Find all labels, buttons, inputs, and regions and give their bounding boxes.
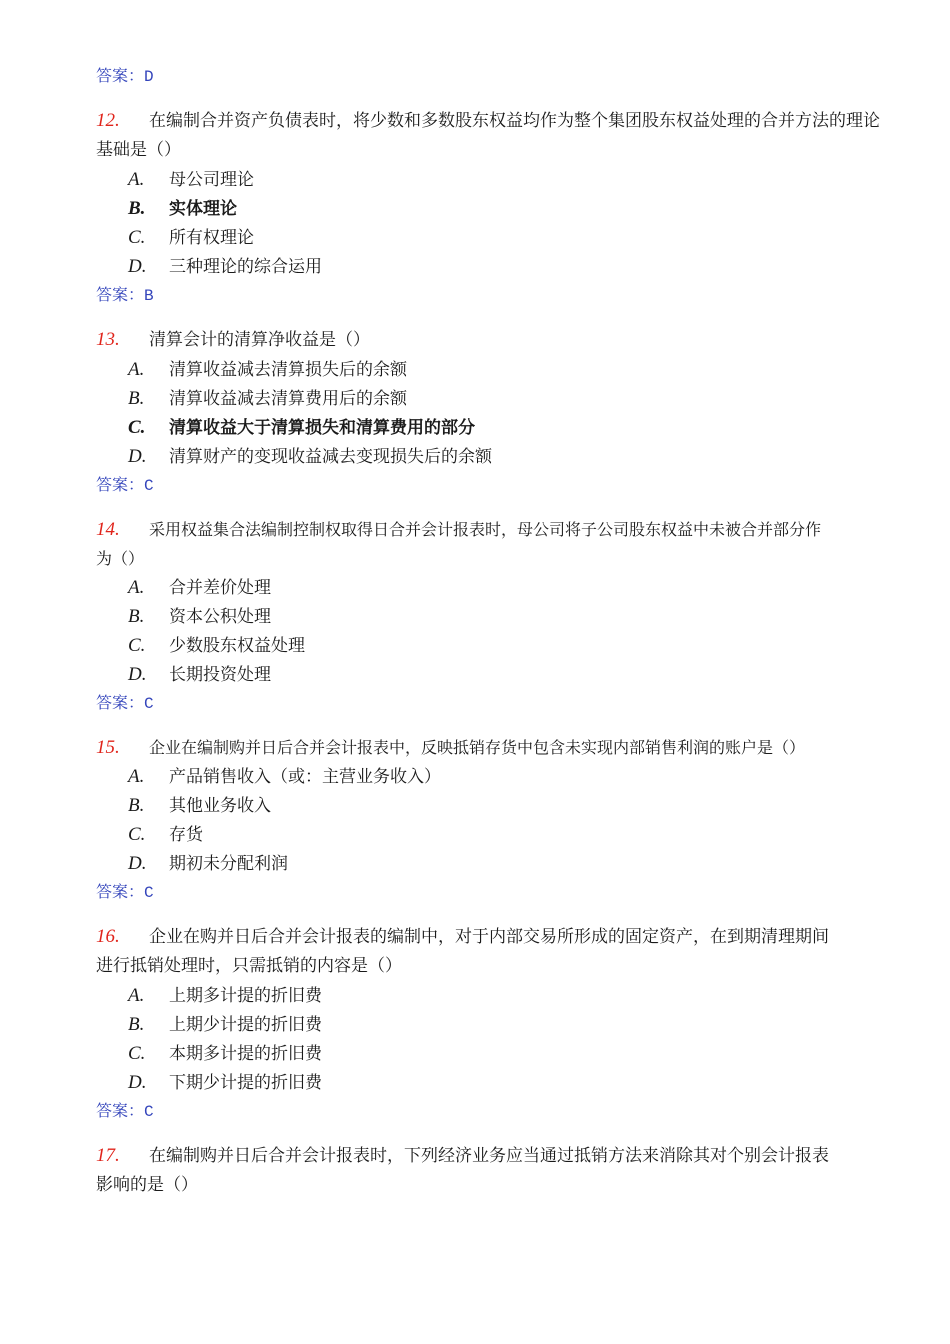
option-list — [96, 165, 896, 281]
question-text: 企业在编制购并日后合并会计报表中，反映抵销存货中包含未实现内部销售利润的账户是（） — [149, 738, 806, 757]
answer-label: 答案： — [96, 285, 145, 304]
answer-line — [96, 878, 896, 906]
question-number: 16. — [96, 926, 120, 947]
answer-value: C — [144, 695, 154, 713]
option-c — [96, 223, 896, 252]
option-text: 下期少计提的折旧费 — [169, 1073, 322, 1093]
option-d — [96, 1068, 896, 1097]
question-15 — [96, 733, 896, 906]
option-letter: A. — [128, 985, 145, 1006]
option-letter: A. — [128, 169, 145, 190]
option-list — [96, 355, 896, 471]
question-14 — [96, 515, 896, 717]
question-number: 15. — [96, 737, 120, 758]
option-text: 上期多计提的折旧费 — [169, 986, 322, 1006]
option-letter: A. — [128, 359, 145, 380]
option-text: 三种理论的综合运用 — [169, 257, 322, 277]
option-letter: D. — [128, 853, 147, 874]
option-text: 清算收益减去清算费用后的余额 — [169, 389, 407, 409]
option-c — [96, 1039, 896, 1068]
answer-value: B — [144, 287, 154, 305]
option-text: 期初未分配利润 — [169, 854, 288, 874]
question-17 — [96, 1141, 896, 1200]
option-letter: B. — [128, 388, 145, 409]
option-d — [96, 849, 896, 878]
question-16 — [96, 922, 896, 1125]
answer-label: 答案： — [96, 1101, 145, 1120]
answer-label: 答案： — [96, 882, 145, 901]
option-text: 上期少计提的折旧费 — [169, 1015, 322, 1035]
question-number: 13. — [96, 329, 120, 350]
question-text: 采用权益集合法编制控制权取得日合并会计报表时，母公司将子公司股东权益中未被合并部分作为（） — [96, 520, 822, 568]
question-number: 17. — [96, 1145, 120, 1166]
question-text: 企业在购并日后合并会计报表的编制中，对于内部交易所形成的固定资产，在到期清理期间进行抵销处理时，只需抵销的内容是（） — [96, 927, 829, 976]
option-letter: C. — [128, 635, 146, 656]
option-letter: D. — [128, 256, 147, 277]
option-list — [96, 762, 896, 878]
option-letter: C. — [128, 1043, 146, 1064]
question-number: 12. — [96, 110, 120, 131]
document-page — [96, 62, 896, 1200]
option-d — [96, 252, 896, 281]
option-text: 本期多计提的折旧费 — [169, 1044, 322, 1064]
answer-label: 答案： — [96, 66, 145, 85]
option-letter: B. — [128, 795, 145, 816]
answer-line — [96, 689, 896, 717]
option-letter: C. — [128, 824, 146, 845]
answer-line — [96, 62, 896, 90]
option-text: 实体理论 — [169, 199, 237, 219]
option-text: 母公司理论 — [169, 170, 254, 190]
option-text: 长期投资处理 — [169, 665, 271, 685]
option-text: 清算收益减去清算损失后的余额 — [169, 360, 407, 380]
option-d — [96, 660, 896, 689]
option-text: 产品销售收入（或：主营业务收入） — [169, 767, 441, 787]
option-letter: D. — [128, 446, 147, 467]
option-letter: A. — [128, 766, 145, 787]
option-d — [96, 442, 896, 471]
question-13 — [96, 325, 896, 499]
option-text: 清算收益大于清算损失和清算费用的部分 — [169, 418, 475, 438]
question-stem — [96, 733, 841, 762]
option-c — [96, 413, 896, 442]
answer-label: 答案： — [96, 693, 145, 712]
option-text: 所有权理论 — [169, 228, 254, 248]
option-list — [96, 573, 896, 689]
option-letter: B. — [128, 606, 145, 627]
option-letter: A. — [128, 577, 145, 598]
option-text: 其他业务收入 — [169, 796, 271, 816]
option-c — [96, 820, 896, 849]
answer-value: D — [144, 68, 154, 86]
option-letter: C. — [128, 227, 146, 248]
option-letter: D. — [128, 664, 147, 685]
option-text: 清算财产的变现收益减去变现损失后的余额 — [169, 447, 492, 467]
option-b — [96, 384, 896, 413]
question-stem — [96, 922, 841, 981]
option-a — [96, 355, 896, 384]
option-c — [96, 631, 896, 660]
question-text: 在编制购并日后合并会计报表时，下列经济业务应当通过抵销方法来消除其对个别会计报表影响的是（） — [96, 1146, 829, 1195]
option-b — [96, 194, 896, 223]
option-list — [96, 981, 896, 1097]
option-a — [96, 165, 896, 194]
question-stem — [96, 325, 896, 355]
option-a — [96, 981, 896, 1010]
option-b — [96, 1010, 896, 1039]
answer-line — [96, 471, 896, 499]
option-letter: C. — [128, 417, 146, 438]
question-stem — [96, 1141, 841, 1200]
option-text: 少数股东权益处理 — [169, 636, 305, 656]
answer-line — [96, 281, 896, 309]
option-letter: B. — [128, 1014, 145, 1035]
question-stem — [96, 515, 836, 573]
question-12 — [96, 106, 896, 309]
question-stem — [96, 106, 896, 165]
answer-label: 答案： — [96, 475, 145, 494]
option-b — [96, 602, 896, 631]
option-a — [96, 573, 896, 602]
option-a — [96, 762, 896, 791]
option-text: 合并差价处理 — [169, 578, 271, 598]
option-text: 存货 — [169, 825, 203, 845]
option-text: 资本公积处理 — [169, 607, 271, 627]
option-letter: D. — [128, 1072, 147, 1093]
option-b — [96, 791, 896, 820]
answer-value: C — [144, 1103, 154, 1121]
question-number: 14. — [96, 519, 120, 540]
question-text: 在编制合并资产负债表时，将少数和多数股东权益均作为整个集团股东权益处理的合并方法的理论基础是（） — [96, 111, 880, 160]
answer-value: C — [144, 477, 154, 495]
answer-value: C — [144, 884, 154, 902]
option-letter: B. — [128, 198, 146, 219]
question-text: 清算会计的清算净收益是（） — [149, 330, 370, 350]
answer-line — [96, 1097, 896, 1125]
